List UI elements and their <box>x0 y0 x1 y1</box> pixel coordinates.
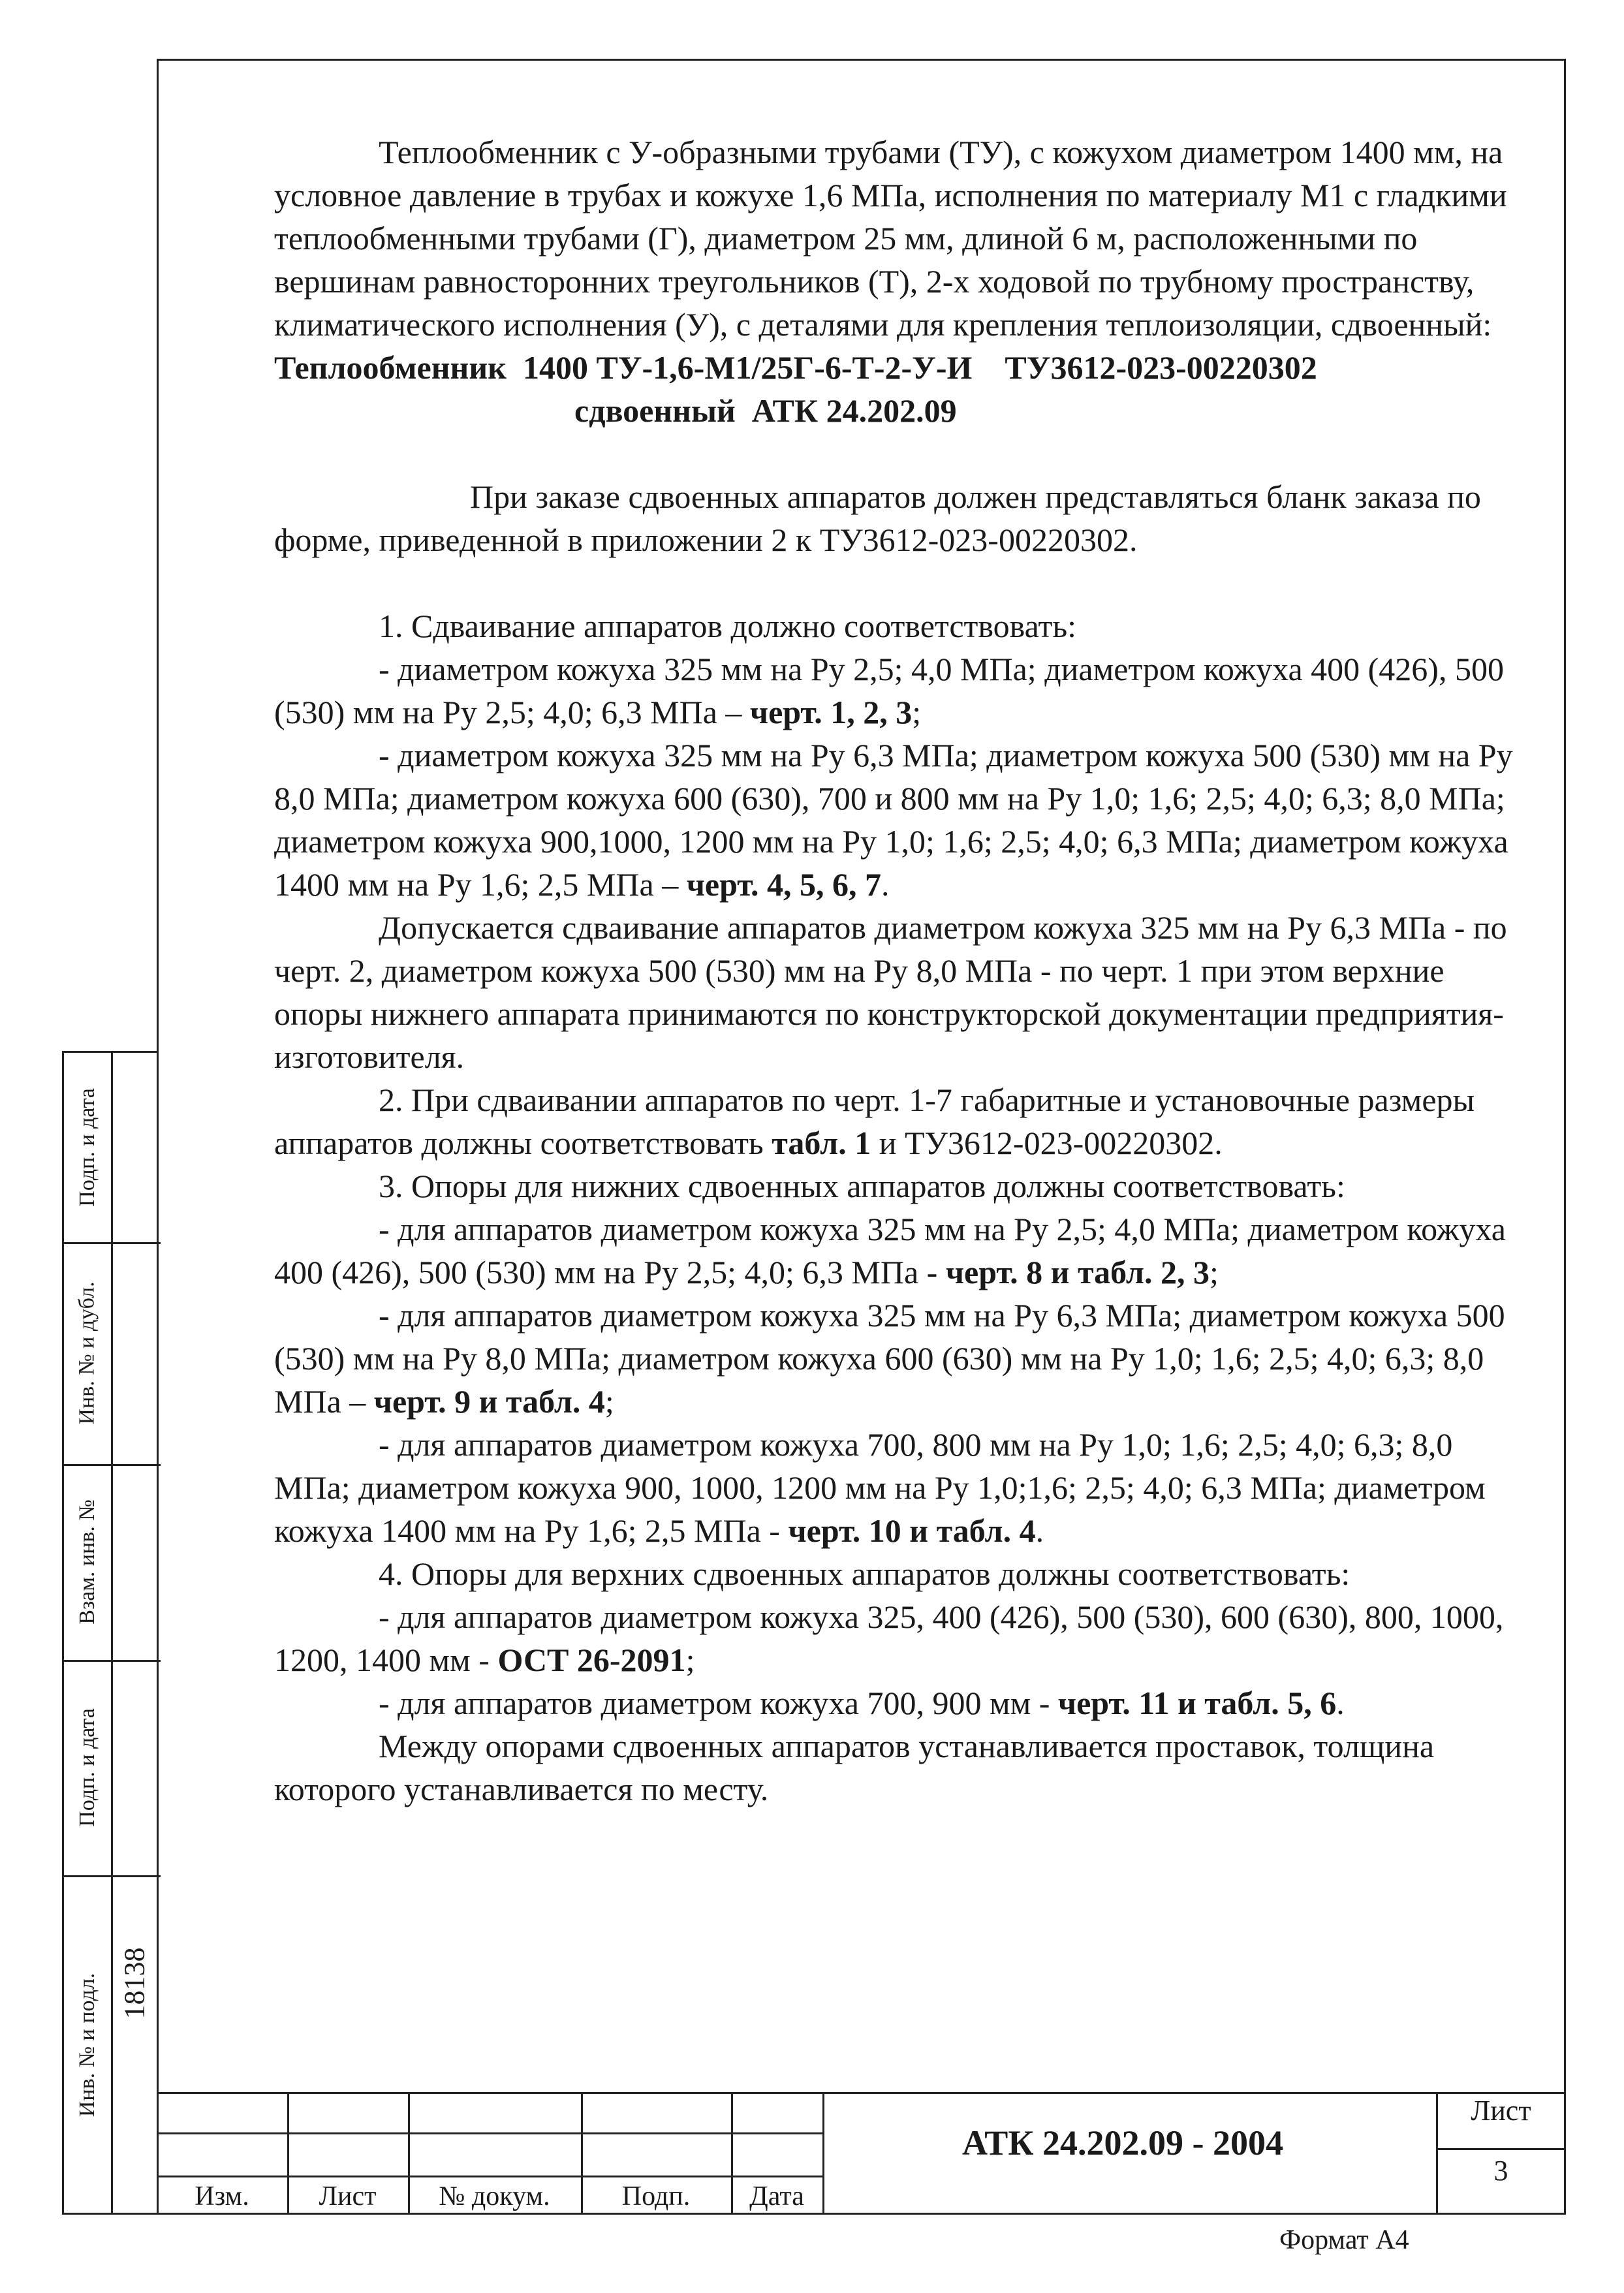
designation-line-2: сдвоенный АТК 24.202.09 <box>574 392 957 429</box>
sheet-number: 3 <box>1493 2155 1508 2187</box>
designation-line-1: Теплообменник 1400 ТУ-1,6-М1/25Г-6-Т-2-У-И ТУ3612-023-00220302 <box>274 349 1317 386</box>
col-sheet: Лист <box>319 2181 377 2211</box>
side-stamp <box>62 1051 159 2215</box>
document-code: АТК 24.202.09 - 2004 <box>962 2123 1283 2162</box>
stamp-replacement-inv: Взам. инв. № <box>75 1499 100 1625</box>
section-2: 2. При сдваивании аппаратов по черт. 1-7 габаритные и установочные размеры аппаратов должны соответствовать табл. 1 и ТУ3612-023-00220302. <box>274 1082 1475 1161</box>
section-5: Между опорами сдвоенных аппаратов устанавливается проставок, толщина которого устанавливается по месту. <box>274 1728 1435 1807</box>
section-4a: - для аппаратов диаметром кожуха 325, 400 (426), 500 (530), 600 (630), 800, 1000, 1200, 1400 мм - ОСТ 26-2091; <box>274 1599 1504 1678</box>
stamp-inv-original: Инв. № и подл. <box>75 1973 100 2117</box>
section-3b: - для аппаратов диаметром кожуха 325 мм на Ру 6,3 МПа; диаметром кожуха 500 (530) мм на Ру 8,0 МПа; диаметром кожуха 600 (630) мм на Ру 1,0; 1,6; 2,5; 4,0; 6,3; 8,0 МПа – черт. 9 и табл. 4; <box>274 1297 1505 1420</box>
section-4-heading: 4. Опоры для верхних сдвоенных аппаратов должны соответствовать: <box>379 1555 1351 1592</box>
col-doc-number: № докум. <box>439 2181 550 2211</box>
section-1b: - диаметром кожуха 325 мм на Ру 6,3 МПа; диаметром кожуха 500 (530) мм на Ру 8,0 МПа; диаметром кожуха 600 (630), 700 и 800 мм на Ру 1,0; 1,6; 2,5; 4,0; 6,3; 8,0 МПа; диаметром кожуха 900,1000, 1200 мм на Ру 1,0; 1,6; 2,5; 4,0; 6,3 МПа; диаметром кожуха 1400 мм на Ру 1,6; 2,5 МПа – черт. 4, 5, 6, 7. <box>274 737 1513 903</box>
col-change: Изм. <box>195 2181 249 2211</box>
stamp-sign-date-2: Подп. и дата <box>75 1708 100 1827</box>
stamp-sign-date-1: Подп. и дата <box>75 1088 100 1207</box>
section-4b: - для аппаратов диаметром кожуха 700, 900 мм - черт. 11 и табл. 5, 6. <box>379 1685 1345 1721</box>
paragraph-description: Теплообменник с У-образными трубами (ТУ), с кожухом диаметром 1400 мм, на условное давление в трубах и кожухе 1,6 МПа, исполнения по материалу М1 с гладкими теплообменными трубами (Г), диаметром 25 мм, длиной 6 м, расположенными по вершинам равносторонних треугольников (Т), 2-х ходовой по трубному пространству, климатического исполнения (У), с деталями для крепления теплоизоляции, сдвоенный: <box>274 134 1507 343</box>
section-1-heading: 1. Сдваивание аппаратов должно соответствовать: <box>379 608 1077 644</box>
sheet-label: Лист <box>1471 2095 1531 2127</box>
section-1a: - диаметром кожуха 325 мм на Ру 2,5; 4,0 МПа; диаметром кожуха 400 (426), 500 (530) мм на Ру 2,5; 4,0; 6,3 МПа – черт. 1, 2, 3; <box>274 651 1504 730</box>
section-3c: - для аппаратов диаметром кожуха 700, 800 мм на Ру 1,0; 1,6; 2,5; 4,0; 6,3; 8,0 МПа; диаметром кожуха 900, 1000, 1200 мм на Ру 1,0;1,6; 2,5; 4,0; 6,3 МПа; диаметром кожуха 1400 мм на Ру 1,6; 2,5 МПа - черт. 10 и табл. 4. <box>274 1426 1486 1549</box>
paper-format: Формат А4 <box>1279 2225 1409 2255</box>
section-1c: Допускается сдваивание аппаратов диаметром кожуха 325 мм на Ру 6,3 МПа - по черт. 2, диаметром кожуха 500 (530) мм на Ру 8,0 МПа - по черт. 1 при этом верхние опоры нижнего аппарата принимаются по конструкторской документации предприятия-изготовителя. <box>274 909 1507 1075</box>
section-3a: - для аппаратов диаметром кожуха 325 мм на Ру 2,5; 4,0 МПа; диаметром кожуха 400 (426), 500 (530) мм на Ру 2,5; 4,0; 6,3 МПа - черт. 8 и табл. 2, 3; <box>274 1211 1506 1290</box>
stamp-inv-number: 18138 <box>118 1947 151 2019</box>
document-body <box>274 131 1534 1811</box>
section-3-heading: 3. Опоры для нижних сдвоенных аппаратов должны соответствовать: <box>379 1168 1345 1204</box>
col-date: Дата <box>749 2181 804 2211</box>
col-signature: Подп. <box>621 2181 691 2211</box>
paragraph-order-form: При заказе сдвоенных аппаратов должен представляться бланк заказа по форме, приведенной в приложении 2 к ТУ3612-023-00220302. <box>274 478 1481 558</box>
stamp-inv-dupl: Инв. № и дубл. <box>75 1281 99 1425</box>
